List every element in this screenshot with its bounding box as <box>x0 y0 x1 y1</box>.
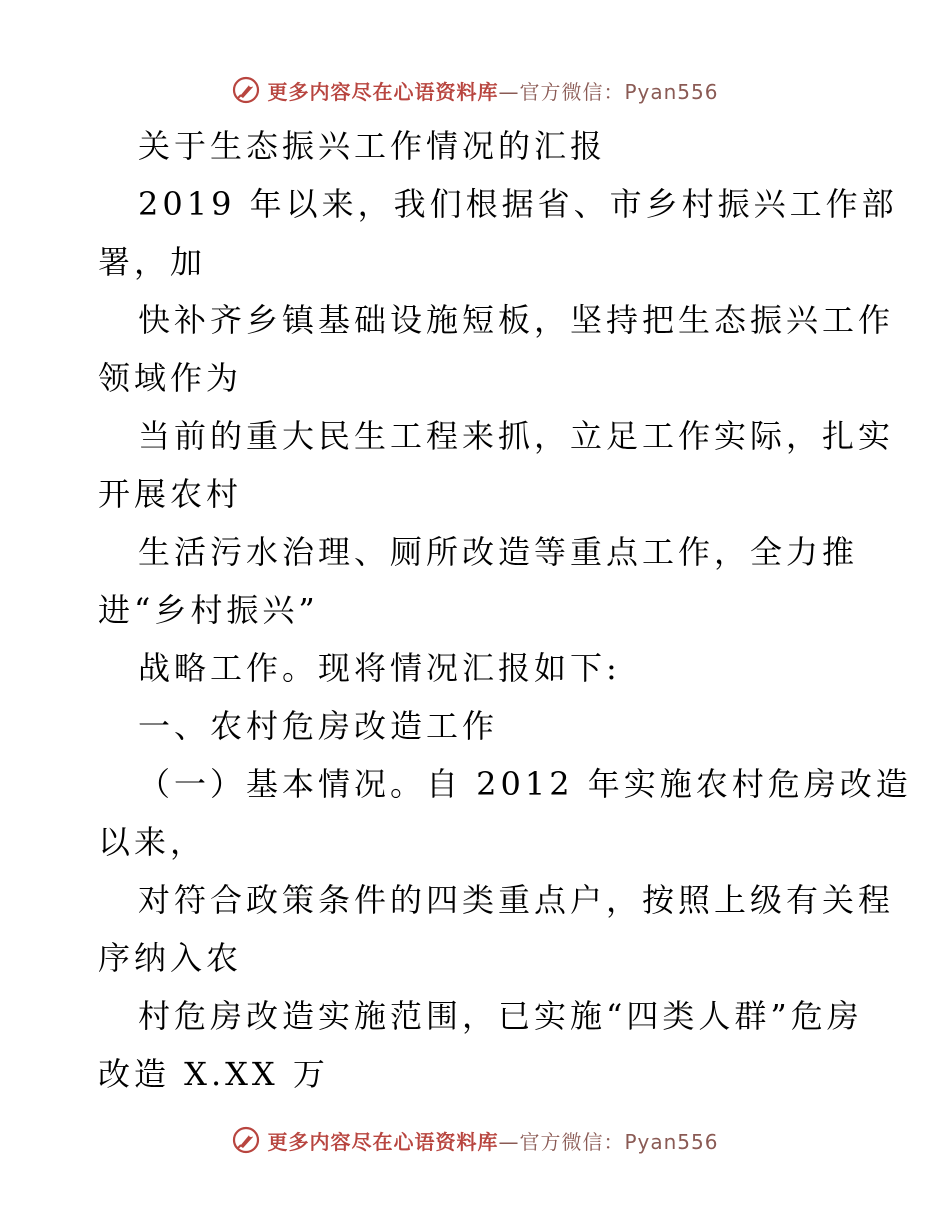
paragraph-line: 快补齐乡镇基础设施短板，坚持把生态振兴工作 <box>138 301 895 339</box>
paragraph-line: 当前的重大民生工程来抓，立足工作实际，扎实 <box>138 417 895 455</box>
paragraph-line: 序纳入农 <box>98 939 243 977</box>
paragraph-line: 生活污水治理、厕所改造等重点工作，全力推 <box>138 533 859 571</box>
pen-nib-logo-icon <box>231 1125 261 1155</box>
header-banner <box>0 70 950 110</box>
paragraph-line: 改造 X.XX 万 <box>98 1055 329 1093</box>
footer-banner <box>0 1120 950 1160</box>
paragraph-line: 开展农村 <box>98 475 243 513</box>
paragraph-line: （一）基本情况。自 2012 年实施农村危房改造 <box>138 765 912 803</box>
paragraph-line: 村危房改造实施范围，已实施“四类人群”危房 <box>138 997 863 1035</box>
paragraph-line: 领域作为 <box>98 359 243 397</box>
paragraph-line: 对符合政策条件的四类重点户，按照上级有关程 <box>138 881 895 919</box>
banner-brand-text: 更多内容尽在心语资料库 <box>267 79 499 104</box>
paragraph-line: 2019 年以来，我们根据省、市乡村振兴工作部 <box>138 185 898 223</box>
banner-brand-text: 更多内容尽在心语资料库 <box>267 1129 499 1154</box>
pen-nib-logo-icon <box>231 75 261 105</box>
banner-contact-text: —官方微信：Pyan556 <box>498 1129 719 1154</box>
document-title: 关于生态振兴工作情况的汇报 <box>138 127 607 165</box>
paragraph-line: 进“乡村振兴” <box>98 591 319 629</box>
paragraph-line: 署，加 <box>98 243 207 281</box>
banner-contact-text: —官方微信：Pyan556 <box>498 79 719 104</box>
paragraph-line: 战略工作。现将情况汇报如下: <box>138 649 621 687</box>
paragraph-line: 以来， <box>98 823 207 861</box>
section-heading: 一、农村危房改造工作 <box>138 707 499 745</box>
